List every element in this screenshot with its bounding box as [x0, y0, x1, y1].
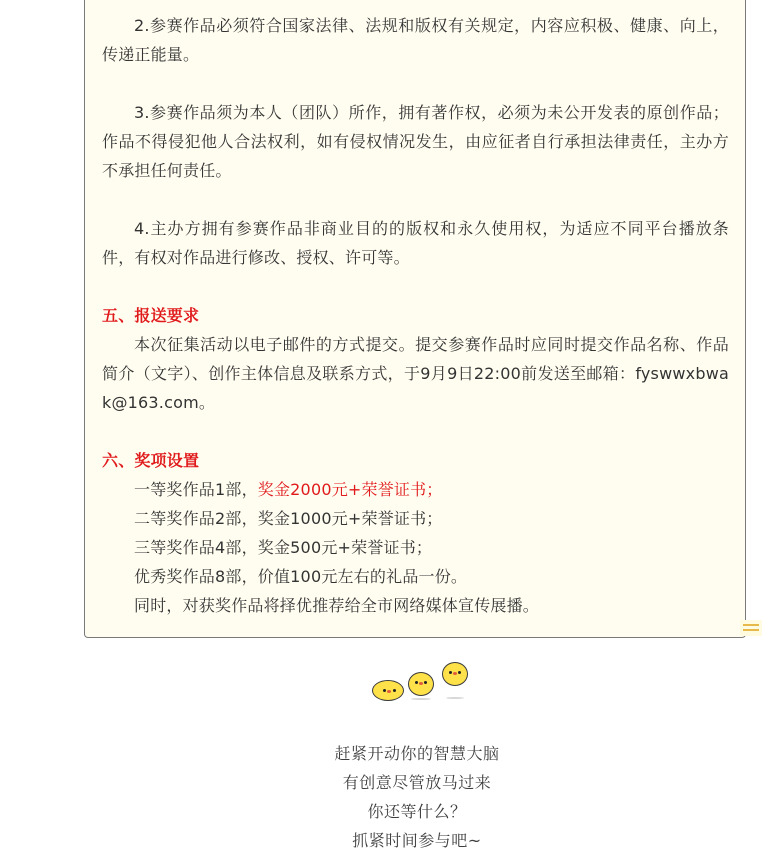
award-note: 同时，对获奖作品将择优推荐给全市网络媒体宣传展播。 [134, 596, 540, 615]
spacer [102, 272, 729, 301]
submission-heading: 五、报送要求 [102, 306, 200, 325]
contest-rules-card [84, 0, 746, 638]
shadow [411, 698, 431, 700]
menu-line [743, 624, 759, 626]
cta-line-1: 赶紧开动你的智慧大脑 [334, 744, 500, 763]
award-first-label: 一等奖作品1部， [134, 480, 258, 499]
call-to-action [0, 739, 771, 855]
eye-icon [383, 689, 386, 692]
emoji-decoration [366, 660, 476, 705]
submission-text: 本次征集活动以电子邮件的方式提交。提交参赛作品时应同时提交作品名称、作品简介（文字）、创作主体信息及联系方式，于9月9日22:00前发送至邮箱：fyswwxbwak@163.com。 [102, 335, 729, 412]
spacer [102, 185, 729, 214]
award-excellent: 优秀奖作品8部，价值100元左右的礼品一份。 [134, 567, 468, 586]
spacer [102, 69, 729, 98]
yellow-blob-icon [372, 680, 404, 701]
cta-line-3: 你还等什么？ [367, 802, 467, 821]
yellow-blob-icon [442, 662, 468, 686]
eye-icon [458, 671, 461, 674]
mouth-icon [387, 690, 391, 693]
award-second: 二等奖作品2部，奖金1000元+荣誉证书； [134, 509, 443, 528]
eye-icon [415, 681, 418, 684]
menu-line [743, 629, 759, 631]
cta-line-4: 抓紧时间参与吧~ [352, 831, 482, 850]
cta-line-2: 有创意尽管放马过来 [342, 773, 492, 792]
awards-heading: 六、奖项设置 [102, 451, 200, 470]
mouth-icon [419, 682, 423, 685]
rule-2: 2.参赛作品必须符合国家法律、法规和版权有关规定，内容应积极、健康、向上，传递正能量。 [102, 16, 729, 64]
mouth-icon [453, 672, 457, 675]
eye-icon [393, 689, 396, 692]
rule-4: 4.主办方拥有参赛作品非商业目的的版权和永久使用权，为适应不同平台播放条件，有权对作品进行修改、授权、许可等。 [102, 219, 729, 267]
award-first [102, 475, 729, 504]
yellow-blob-icon [408, 672, 434, 696]
award-third: 三等奖作品4部，奖金500元+荣誉证书； [134, 538, 433, 557]
award-first-prize: 奖金2000元+荣誉证书； [257, 480, 443, 499]
shadow [446, 697, 464, 699]
side-menu-icon[interactable] [740, 620, 762, 636]
rule-3: 3.参赛作品须为本人（团队）所作，拥有著作权，必须为未公开发表的原创作品；作品不得侵犯他人合法权利，如有侵权情况发生，由应征者自行承担法律责任，主办方不承担任何责任。 [102, 103, 729, 180]
eye-icon [424, 681, 427, 684]
spacer [102, 417, 729, 446]
eye-icon [449, 671, 452, 674]
